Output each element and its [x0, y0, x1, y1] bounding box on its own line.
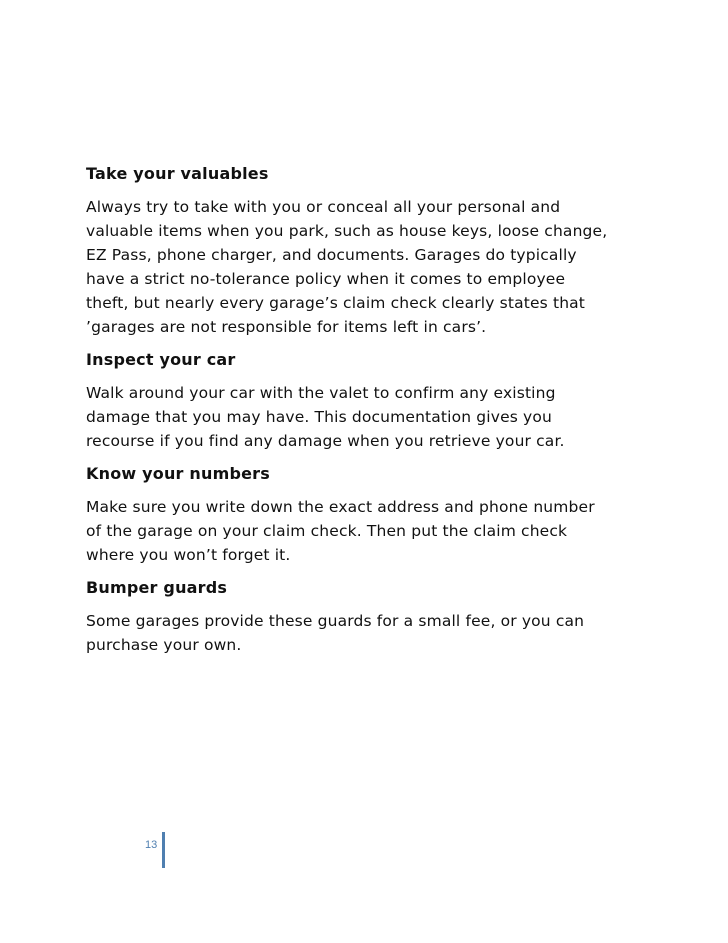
section-valuables — [86, 162, 646, 339]
footer-divider — [162, 832, 165, 868]
section-inspect-car — [86, 348, 646, 453]
section-body: Some garages provide these guards for a small fee, or you can purchase your own. — [86, 612, 585, 654]
page-footer — [145, 832, 165, 870]
section-know-numbers — [86, 462, 646, 567]
section-heading: Bumper guards — [86, 578, 228, 597]
page-content — [86, 162, 646, 666]
section-body: Walk around your car with the valet to confirm any existing damage that you may have. This documentation gives you recourse if you find any damage when you retrieve your car. — [86, 384, 565, 450]
section-heading: Take your valuables — [86, 164, 269, 183]
section-heading: Know your numbers — [86, 464, 270, 483]
section-body: Make sure you write down the exact address and phone number of the garage on your claim check. Then put the claim check where you won’t forget it. — [86, 498, 595, 564]
section-heading: Inspect your car — [86, 350, 236, 369]
section-body: Always try to take with you or conceal all your personal and valuable items when you park, such as house keys, loose change, EZ Pass, phone charger, and documents. Garages do typically have a strict no-tolerance policy when it comes to employee theft, but nearly every garage’s claim check clearly states that ’garages are not responsible for items left in cars’. — [86, 198, 608, 336]
section-bumper-guards — [86, 576, 646, 657]
page-number: 13 — [145, 839, 158, 851]
